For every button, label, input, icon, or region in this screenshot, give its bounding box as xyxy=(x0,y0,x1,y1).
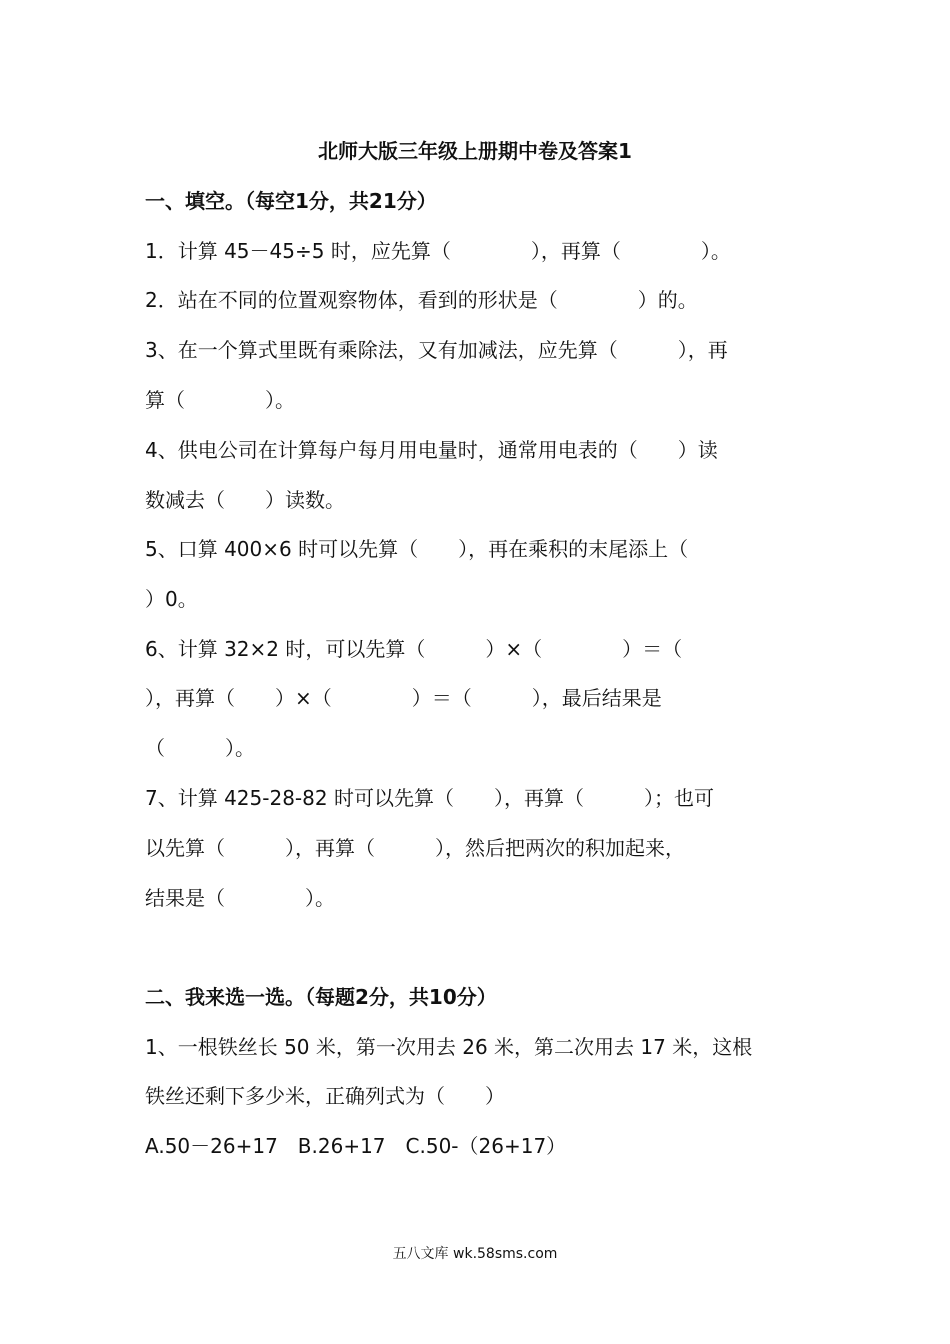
question-line: 7、计算 425-28-82 时可以先算（ ），再算（ ）；也可 xyxy=(145,786,714,810)
question-line: 数减去（ ）读数。 xyxy=(145,488,345,512)
question-line: 6、计算 32×2 时，可以先算（ ）×（ ）＝（ xyxy=(145,637,683,661)
question-line: ），再算（ ）×（ ）＝（ ），最后结果是 xyxy=(145,686,662,710)
question-line: 铁丝还剩下多少米，正确列式为（ ） xyxy=(145,1084,505,1108)
question-line: 1、一根铁丝长 50 米，第一次用去 26 米，第二次用去 17 米，这根 xyxy=(145,1035,753,1059)
section-heading-fill-in: 一、填空。（每空1分，共21分） xyxy=(145,189,437,213)
page-title: 北师大版三年级上册期中卷及答案1 xyxy=(318,139,632,163)
question-line: 结果是（ ）。 xyxy=(145,886,335,910)
answer-options: A.50－26+17 B.26+17 C.50-（26+17） xyxy=(145,1134,567,1158)
question-line: 2．站在不同的位置观察物体，看到的形状是（ ）的。 xyxy=(145,288,698,312)
question-line: 1．计算 45－45÷5 时，应先算（ ），再算（ ）。 xyxy=(145,239,731,263)
question-line: 算（ ）。 xyxy=(145,388,295,412)
section-heading-choice: 二、我来选一选。（每题2分，共10分） xyxy=(145,985,497,1009)
question-line: （ ）。 xyxy=(145,736,255,760)
question-line: ）0。 xyxy=(145,587,198,611)
question-line: 3、在一个算式里既有乘除法，又有加减法，应先算（ ），再 xyxy=(145,338,728,362)
question-line: 4、供电公司在计算每户每月用电量时，通常用电表的（ ）读 xyxy=(145,438,718,462)
question-line: 以先算（ ），再算（ ），然后把两次的积加起来， xyxy=(145,836,685,860)
page-footer: 五八文库 wk.58sms.com xyxy=(392,1246,558,1262)
question-line: 5、口算 400×6 时可以先算（ ），再在乘积的末尾添上（ xyxy=(145,537,689,561)
